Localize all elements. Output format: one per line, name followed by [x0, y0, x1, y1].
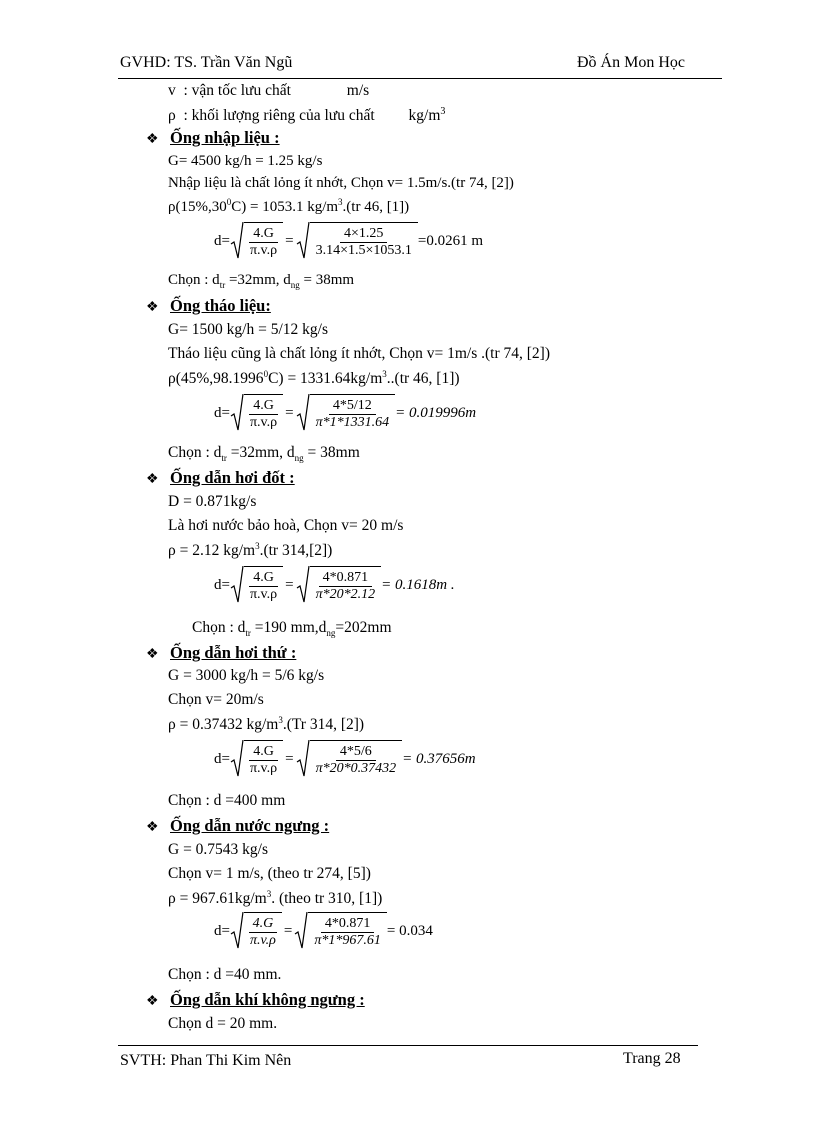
header-left: GVHD: TS. Trần Văn Ngũ [120, 54, 293, 71]
section-title-noncondensable-gas-pipe: ❖ Ống dẫn khí không ngưng : [146, 990, 365, 1009]
condensate-diameter-formula: d= $\frac{4.G}{\pi.v.\rho}$ = $\frac{4*0.871}{\pi*1*967.61}$ = 0.034 [214, 912, 433, 950]
discharge-choice: Chọn : $d_{tr} =32mm$, $d_{ng} = 38mm$ [168, 444, 360, 464]
condensate-velocity: Chọn v= 1 m/s, (theo tr 274, [5]) [168, 865, 371, 882]
discharge-flow: G= 1500 kg/h = 5/12 kg/s [168, 321, 329, 338]
discharge-diameter-formula: d= $\frac{4.G}{\pi.v.\rho}$ = $\frac{4*5/12}{\pi*1*1331.64}$ = 0.019996m [214, 394, 476, 432]
section-title-condensate-pipe: ❖ Ống dẫn nước ngưng : [146, 816, 330, 835]
header-rule [118, 78, 722, 79]
secondary-choice: Chọn : d =400 mm [168, 792, 286, 809]
feed-density: $\rho(15\%,30^0C) = 1053.1$ $kg/m^3.(tr$ 46, [1]) [168, 197, 410, 215]
steam-flow: D = 0.871kg/s [168, 493, 257, 510]
feed-flow: G= 4500 kg/h = 1.25 kg/s [168, 153, 323, 169]
steam-density: ρ = 2.12 $kg/m^3.(tr$ 314,[2]) [168, 541, 333, 560]
section-title-feed-pipe: ❖ Ống nhập liệu : [146, 128, 280, 147]
feed-choice: Chọn : $d_{tr} =32mm$, $d_{ng} = 38mm$ [168, 272, 355, 290]
condensate-choice: Chọn : d =40 mm. [168, 966, 282, 983]
secondary-velocity: Chọn v= 20m/s [168, 691, 264, 708]
legend-v: v : vận tốc lưu chất m/s [168, 82, 370, 99]
footer-rule [118, 1045, 698, 1046]
steam-velocity: Là hơi nước bảo hoà, Chọn v= 20 m/s [168, 517, 404, 534]
header-right: Đồ Án Mon Học [577, 54, 685, 71]
steam-choice: Chọn : $d_{tr} =190$ $mm,d_{ng}=202mm$ [192, 619, 392, 639]
secondary-density: ρ = 0.37432 $kg/m^3.(Tr$ 314, [2]) [168, 715, 365, 734]
condensate-flow: G = 0.7543 kg/s [168, 841, 269, 858]
noncondensable-choice: Chọn d = 20 mm. [168, 1015, 278, 1032]
footer-left: SVTH: Phan Thi Kim Nên [120, 1052, 292, 1069]
footer-right: Trang 28 [623, 1050, 681, 1067]
feed-diameter-formula: d= $\frac{4.G}{\pi.v.\rho}$ = $\frac{4\times 1.25}{3.14\times 1.5\times 1053.1}$ =0.0261 m [214, 222, 483, 260]
secondary-diameter-formula: d= $\frac{4.G}{\pi.v.\rho}$ = $\frac{4*5/6}{\pi*20*0.37432}$ = 0.37656m [214, 740, 476, 778]
discharge-velocity: Tháo liệu cũng là chất lỏng ít nhớt, Chọn v= 1m/s .(tr 74, [2]) [168, 345, 550, 362]
feed-velocity: Nhập liệu là chất lỏng ít nhớt, Chọn v= 1.5m/s.(tr 74, [2]) [168, 175, 514, 191]
section-title-discharge-pipe: ❖ Ống tháo liệu: [146, 296, 271, 315]
section-title-secondary-steam-pipe: ❖ Ống dẫn hơi thứ : [146, 643, 297, 662]
condensate-density: $\rho = 967.61kg/m^3$. (theo tr 310, [1]) [168, 889, 383, 908]
secondary-flow: G = 3000 kg/h = 5/6 kg/s [168, 667, 325, 684]
steam-diameter-formula: d= $\frac{4.G}{\pi.v.\rho}$ = $\frac{4*0.871}{\pi*20*2.12}$ = 0.1618m . [214, 566, 455, 604]
section-title-heating-steam-pipe: ❖ Ống dẫn hơi đốt : [146, 468, 295, 487]
legend-rho: ρ : khối lượng riêng của lưu chất $kg/m^3$ [168, 106, 446, 125]
discharge-density: $\rho(45\%,98.1996^0C) = 1331.64kg/m^3..(tr$ 46, [1]) [168, 369, 460, 388]
